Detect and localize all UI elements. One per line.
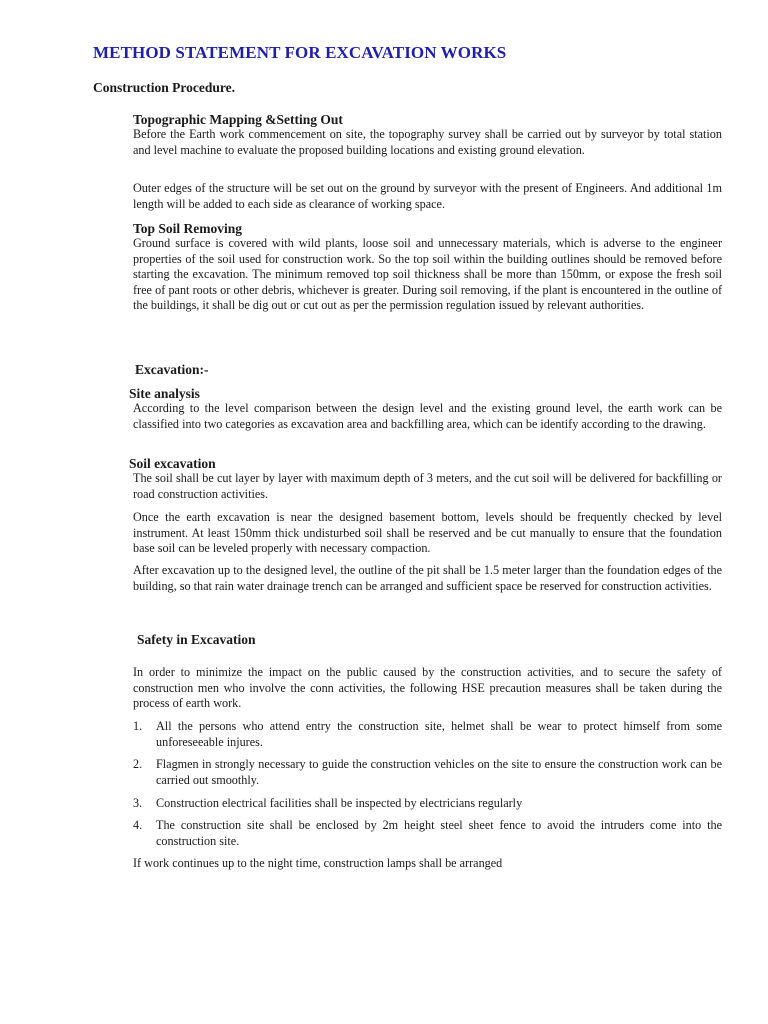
soil-excavation-paragraph-1: The soil shall be cut layer by layer with maximum depth of 3 meters, and the cut soil will be delivered for backfilling or road construction activities. [133,471,722,501]
soil-excavation-paragraph-2: Once the earth excavation is near the designed basement bottom, levels should be frequently checked by level instrument. At least 150mm thick undisturbed soil shall be reserved and be cut manually to ensure that the foundation base soil can be leveled properly with necessary compaction. [133,510,722,556]
safety-closing-paragraph: If work continues up to the night time, construction lamps shall be arranged [133,856,503,870]
safety-heading: Safety in Excavation [137,632,256,647]
list-item-text: Flagmen in strongly necessary to guide the construction vehicles on the site to ensure the construction work can be carried out smoothly. [156,757,722,787]
top-soil-heading: Top Soil Removing [133,221,243,236]
page-title: METHOD STATEMENT FOR EXCAVATION WORKS [93,43,507,62]
site-analysis-paragraph: According to the level comparison between the design level and the existing ground level, the earth work can be classified into two categories as excavation area and backfilling area, which can be identify according to the drawing. [133,401,722,431]
topographic-paragraph-2: Outer edges of the structure will be set out on the ground by surveyor with the present of Engineers. And additional 1m length will be added to each side as clearance of working space. [133,181,722,211]
construction-procedure-heading: Construction Procedure. [93,80,235,95]
list-item [133,796,722,812]
list-item [133,818,722,849]
topographic-paragraph-1: Before the Earth work commencement on site, the topography survey shall be carried out by surveyor by total station and level machine to evaluate the proposed building locations and existing ground elevation. [133,127,722,157]
soil-excavation-heading: Soil excavation [129,456,216,471]
list-item-text: Construction electrical facilities shall be inspected by electricians regularly [156,796,523,810]
list-item [133,719,722,750]
list-item [133,757,722,788]
list-item-number: 3. [133,796,143,810]
topographic-heading: Topographic Mapping &Setting Out [133,112,343,127]
top-soil-paragraph: Ground surface is covered with wild plants, loose soil and unnecessary materials, which is adverse to the engineer properties of the soil used for construction work. So the top soil within the building outlines should be removed before starting the excavation. The minimum removed top soil thickness shall be more than 150mm, or expose the fresh soil free of pant roots or other debris, whichever is greater. During soil removing, if the plant is encountered in the outline of the buildings, it shall be dig out or cut out as per the permission regulation issued by relevant authorities. [133,236,722,313]
list-item-number: 2. [133,757,143,771]
list-item-number: 4. [133,818,143,832]
list-item-number: 1. [133,719,143,733]
safety-intro-paragraph: In order to minimize the impact on the public caused by the construction activities, and to secure the safety of construction men who involve the conn activities, the following HSE precaution measures shall be taken during the process of earth work. [133,665,722,711]
site-analysis-heading: Site analysis [129,386,200,401]
list-item-text: The construction site shall be enclosed by 2m height steel sheet fence to avoid the intruders come into the construction site. [156,818,722,848]
excavation-heading: Excavation:- [135,362,209,377]
soil-excavation-paragraph-3: After excavation up to the designed level, the outline of the pit shall be 1.5 meter larger than the foundation edges of the building, so that rain water drainage trench can be arranged and sufficient space be reserved for construction activities. [133,563,722,593]
list-item-text: All the persons who attend entry the construction site, helmet shall be wear to protect himself from some unforeseeable injures. [156,719,722,749]
